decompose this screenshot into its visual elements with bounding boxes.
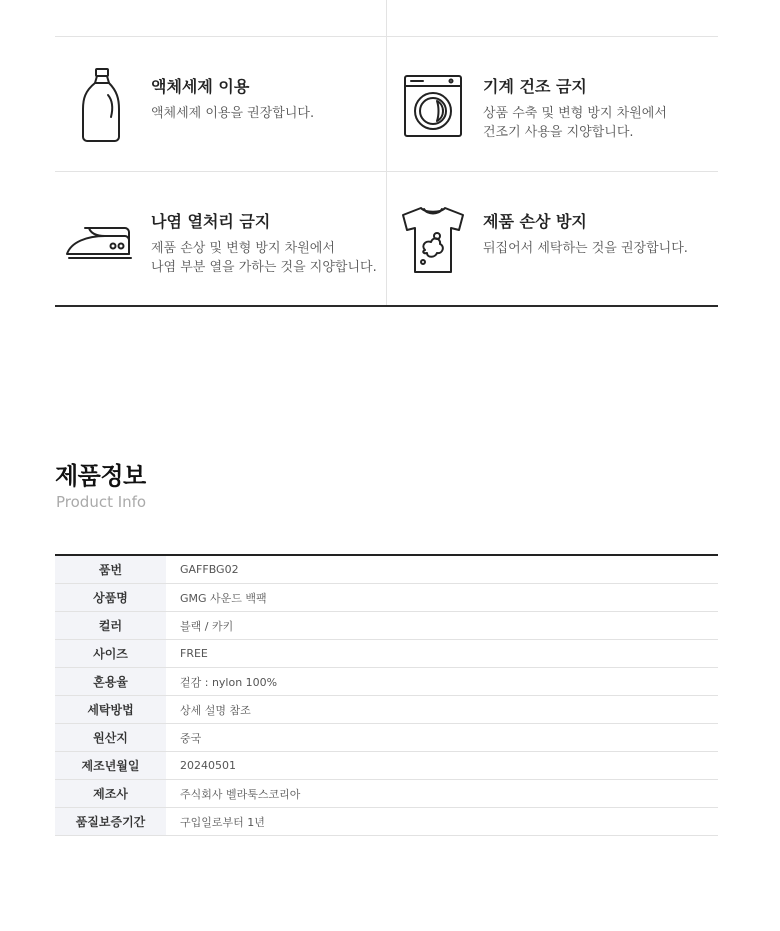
- row-value: FREE: [166, 640, 718, 668]
- table-row: [55, 752, 718, 780]
- row-value: 주식회사 벨라툭스코리아: [166, 780, 718, 808]
- care-item-no-heat-print: [55, 172, 386, 306]
- tshirt-icon: [393, 200, 473, 280]
- row-value: 20240501: [166, 752, 718, 780]
- row-label: 품질보증기간: [55, 808, 166, 836]
- row-value: 중국: [166, 724, 718, 752]
- row-value: 겉감 : nylon 100%: [166, 668, 718, 696]
- iron-icon: [61, 200, 141, 280]
- row-label: 품번: [55, 555, 166, 584]
- table-row: [55, 724, 718, 752]
- table-row: [55, 780, 718, 808]
- care-title: 나염 열처리 금지: [151, 212, 271, 231]
- care-description-line: 건조기 사용을 지양합니다.: [483, 125, 634, 140]
- care-description-line: 액체세제 이용을 권장합니다.: [151, 106, 315, 121]
- care-item-liquid-detergent: [55, 37, 386, 171]
- table-row: [55, 696, 718, 724]
- row-value: 구입일로부터 1년: [166, 808, 718, 836]
- row-label: 혼용율: [55, 668, 166, 696]
- washing-machine-icon: [393, 65, 473, 145]
- care-description-line: 제품 손상 및 변형 방지 차원에서: [151, 241, 335, 256]
- care-description-line: 나염 부분 열을 가하는 것을 지양합니다.: [151, 260, 377, 275]
- table-row: [55, 808, 718, 836]
- product-info-subtitle: Product Info: [56, 493, 147, 511]
- row-label: 제조사: [55, 780, 166, 808]
- care-instructions-grid: [55, 0, 718, 308]
- row-label: 상품명: [55, 584, 166, 612]
- row-value: GMG 사운드 백팩: [166, 584, 718, 612]
- row-label: 제조년월일: [55, 752, 166, 780]
- row-label: 사이즈: [55, 640, 166, 668]
- table-row: [55, 555, 718, 584]
- care-description: [151, 239, 377, 277]
- product-info-title: 제품정보: [55, 462, 146, 490]
- detergent-bottle-icon: [61, 65, 141, 145]
- table-row: [55, 640, 718, 668]
- care-description: [151, 104, 314, 123]
- product-info-table: [55, 554, 718, 836]
- table-row: [55, 584, 718, 612]
- care-title: 제품 손상 방지: [483, 212, 587, 231]
- table-row: [55, 612, 718, 640]
- row-label: 컬러: [55, 612, 166, 640]
- row-label: 원산지: [55, 724, 166, 752]
- table-row: [55, 668, 718, 696]
- care-title: 기계 건조 금지: [483, 77, 587, 96]
- care-description: [483, 239, 688, 258]
- row-value: 상세 설명 참조: [166, 696, 718, 724]
- care-title: 액체세제 이용: [151, 77, 250, 96]
- row-label: 세탁방법: [55, 696, 166, 724]
- care-description: [483, 104, 667, 142]
- care-description-line: 뒤집어서 세탁하는 것을 권장합니다.: [483, 241, 688, 256]
- row-value: GAFFBG02: [166, 555, 718, 584]
- care-item-no-machine-dry: [387, 37, 718, 171]
- row-value: 블랙 / 카키: [166, 612, 718, 640]
- care-item-damage-prevention: [387, 172, 718, 306]
- care-description-line: 상품 수축 및 변형 방지 차원에서: [483, 106, 667, 121]
